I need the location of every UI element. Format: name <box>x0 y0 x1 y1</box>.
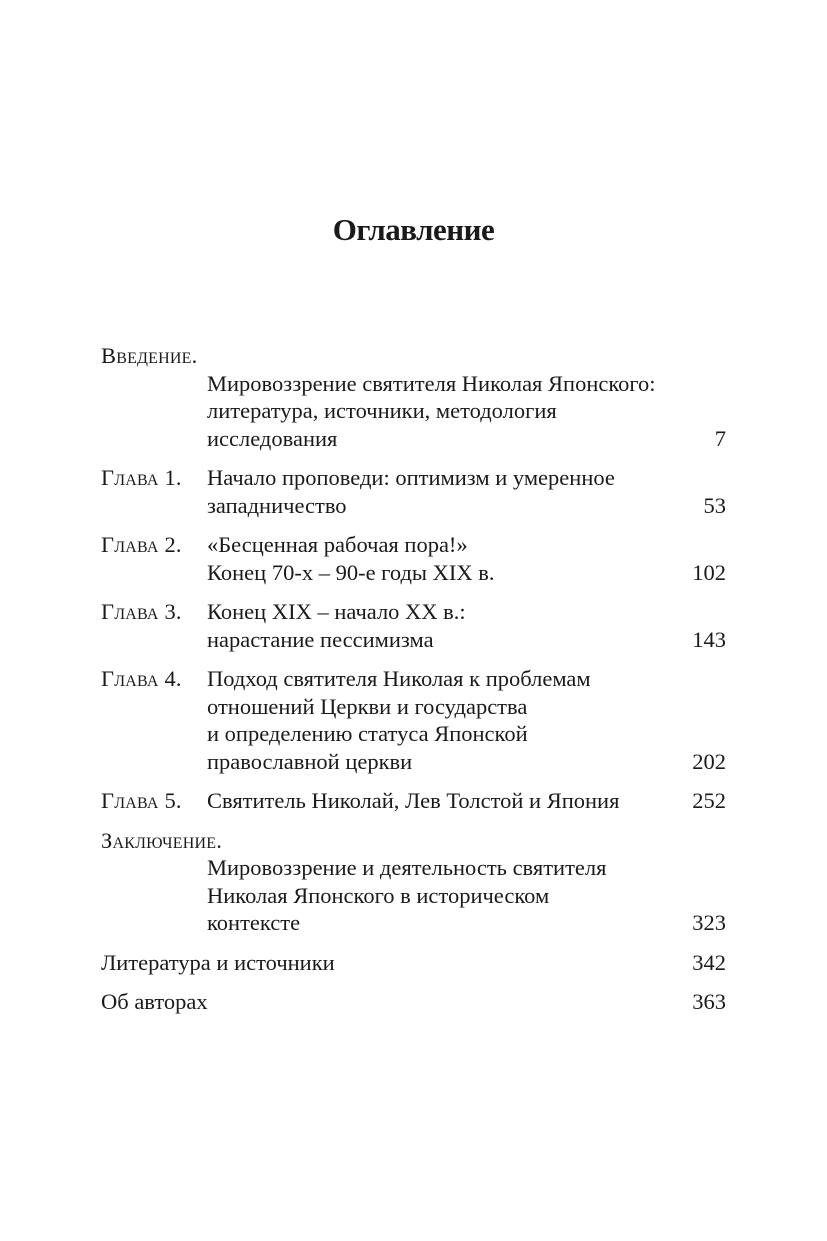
toc-conclusion-line: контексте <box>207 910 301 935</box>
toc-chapter-line: нарастание пессимизма <box>207 626 434 652</box>
toc-entry-intro[interactable] <box>101 342 726 452</box>
toc-literature-label: Литература и источники <box>101 949 335 975</box>
toc-chapter-title <box>207 598 726 653</box>
toc-chapter-title <box>207 531 726 586</box>
toc-chapter-title <box>207 665 726 775</box>
toc-chapter-line: Начало проповеди: оптимизм и умеренное <box>207 465 615 490</box>
toc-chapter-line: православной церкви <box>207 748 413 774</box>
toc-chapter-line: Подход святителя Николая к проблемам <box>207 666 591 691</box>
toc-chapter-line: Святитель Николай, Лев Толстой и Япония <box>207 788 620 813</box>
toc-authors-label: Об авторах <box>101 989 208 1014</box>
toc-chapter-line: Конец XIX – начало XX в.: <box>207 599 466 624</box>
toc-chapter-line: «Бесценная рабочая пора!» <box>207 532 468 557</box>
toc-chapter-label: Глава 2. <box>101 532 182 557</box>
toc-chapter-label: Глава 4. <box>101 666 182 691</box>
toc-intro-line: Мировоззрение святителя Николая Японского: <box>207 370 656 396</box>
toc-entry-literature[interactable] <box>101 949 726 977</box>
toc-entry-authors[interactable] <box>101 988 726 1016</box>
toc-intro-line: исследования <box>207 425 338 451</box>
toc-conclusion-label: Заключение. <box>101 827 223 853</box>
toc-chapter-label: Глава 5. <box>101 788 182 813</box>
toc-entry-chapter-4[interactable] <box>101 665 726 775</box>
toc-entry-conclusion[interactable] <box>101 827 726 937</box>
toc-chapter-line: Конец 70-х – 90-е годы XIX в. <box>207 559 495 585</box>
toc-chapter-title <box>207 787 726 815</box>
toc-intro-page: 7 <box>714 425 726 451</box>
toc-intro-line: литература, источники, методология <box>207 398 557 423</box>
toc-chapter-page: 143 <box>692 626 726 652</box>
toc-entry-chapter-1[interactable] <box>101 464 726 519</box>
toc-chapter-page: 252 <box>692 788 726 813</box>
toc-chapter-line: западничество <box>207 492 347 518</box>
toc-entry-chapter-2[interactable] <box>101 531 726 586</box>
toc-conclusion-line: Мировоззрение и деятельность святителя <box>207 855 607 880</box>
toc-conclusion-line: Николая Японского в историческом <box>207 882 550 908</box>
toc-entry-chapter-3[interactable] <box>101 598 726 653</box>
toc-intro-label: Введение. <box>101 343 198 368</box>
toc-authors-page: 363 <box>692 989 726 1014</box>
toc-chapter-page: 53 <box>703 492 726 518</box>
toc-chapter-page: 202 <box>692 748 726 774</box>
toc-chapter-label: Глава 1. <box>101 465 182 490</box>
toc-literature-page: 342 <box>692 949 726 975</box>
toc-chapter-line: и определению статуса Японской <box>207 721 528 746</box>
toc-chapter-label: Глава 3. <box>101 599 182 624</box>
page-title: Оглавление <box>332 212 495 247</box>
toc-conclusion-title <box>101 854 726 937</box>
toc-chapter-page: 102 <box>692 559 726 585</box>
toc-chapter-title <box>207 464 726 519</box>
toc-chapter-line: отношений Церкви и государства <box>207 693 528 719</box>
toc-intro-title <box>101 370 726 453</box>
table-of-contents <box>101 342 726 1028</box>
toc-conclusion-page: 323 <box>692 910 726 935</box>
toc-entry-chapter-5[interactable] <box>101 787 726 815</box>
